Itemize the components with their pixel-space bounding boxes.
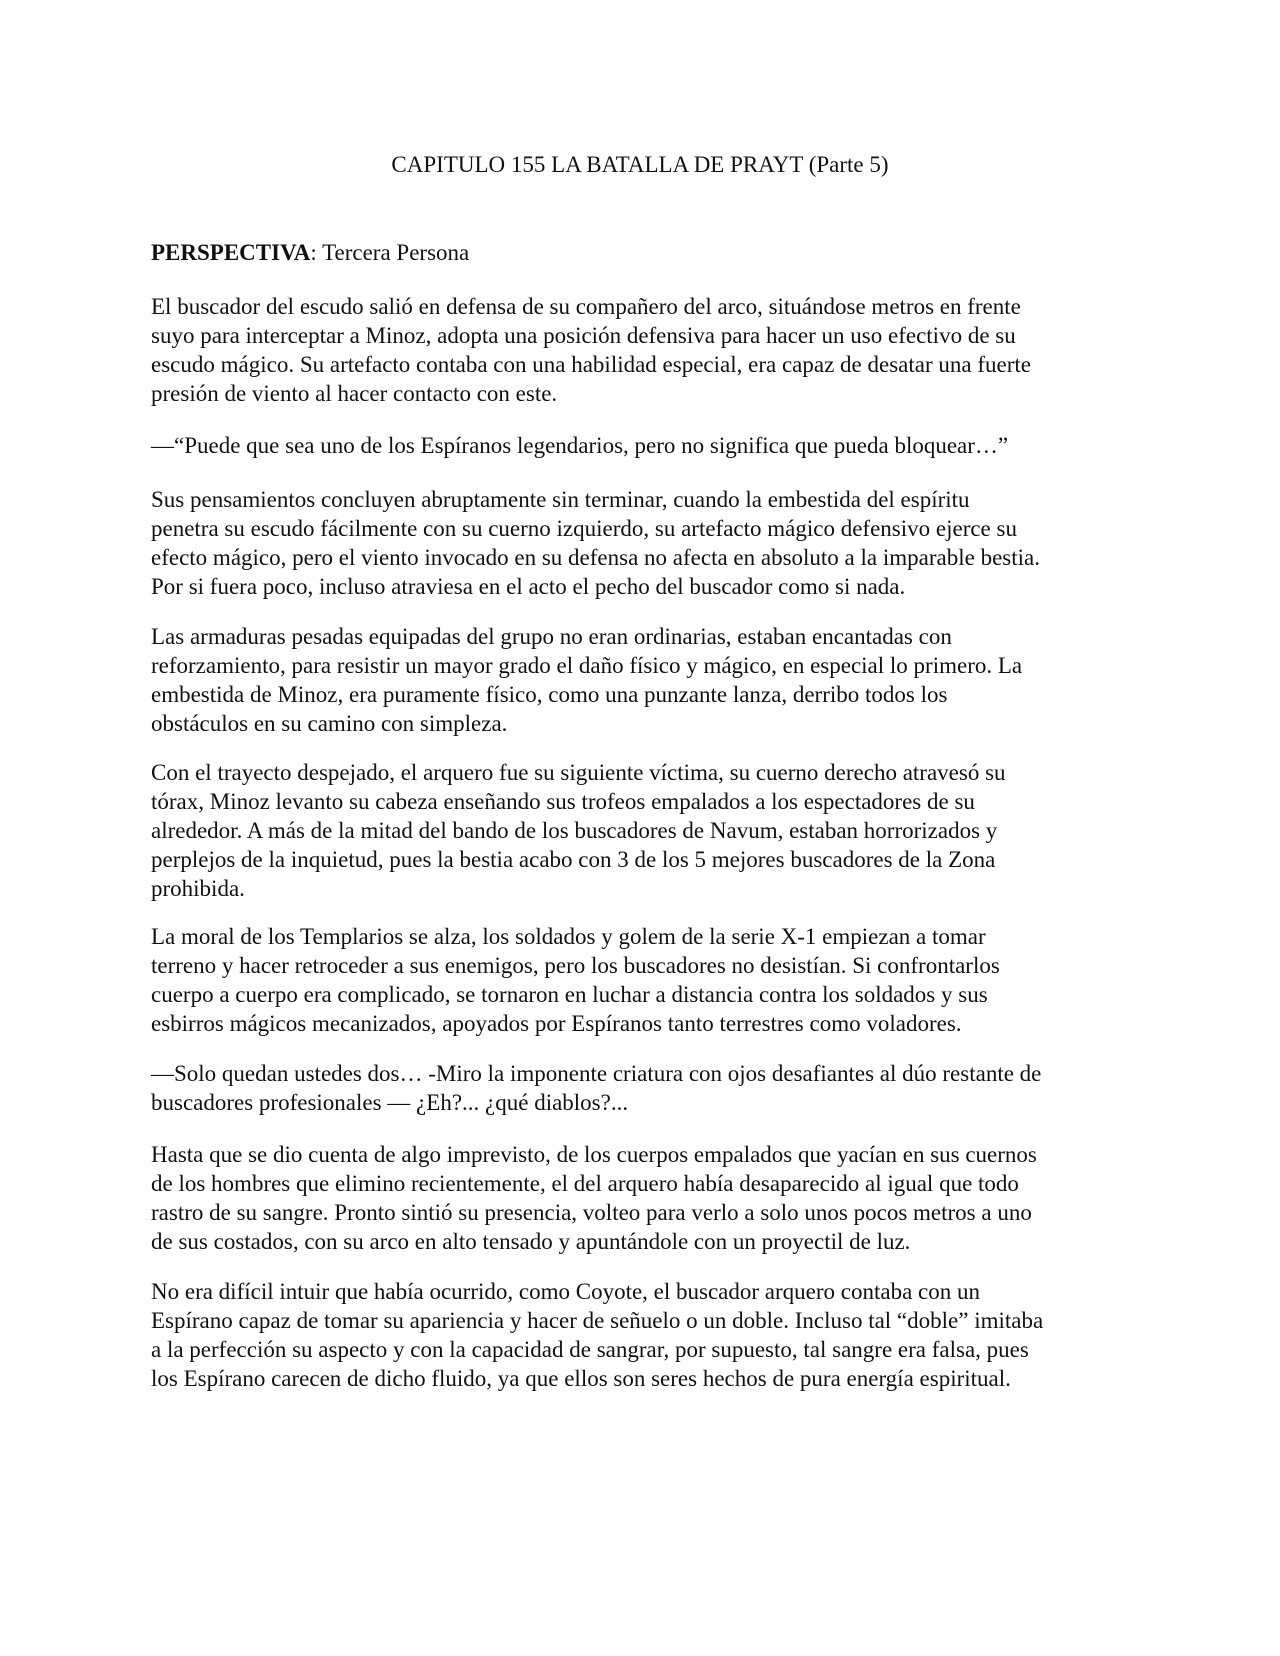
- paragraph-line: El buscador del escudo salió en defensa de su compañero del arco, situándose metros en frente: [151, 294, 1021, 319]
- paragraph: [151, 431, 1129, 460]
- paragraph: [151, 292, 1129, 408]
- paragraph-line: de sus costados, con su arco en alto tensado y apuntándole con un proyectil de luz.: [151, 1229, 911, 1254]
- paragraph: [151, 1059, 1129, 1117]
- paragraph-line: tórax, Minoz levanto su cabeza enseñando sus trofeos empalados a los espectadores de su: [151, 789, 975, 814]
- paragraph-line: —“Puede que sea uno de los Espíranos legendarios, pero no significa que pueda bloquear…”: [151, 433, 1009, 458]
- paragraph-line: a la perfección su aspecto y con la capacidad de sangrar, por supuesto, tal sangre era falsa, pues: [151, 1337, 1029, 1362]
- paragraph-line: reforzamiento, para resistir un mayor grado el daño físico y mágico, en especial lo primero. La: [151, 653, 1023, 678]
- paragraph: [151, 485, 1129, 601]
- paragraph-line: obstáculos en su camino con simpleza.: [151, 711, 508, 736]
- paragraph-line: terreno y hacer retroceder a sus enemigos, pero los buscadores no desistían. Si confrontarlos: [151, 953, 1000, 978]
- paragraph: [151, 758, 1129, 903]
- paragraph-line: los Espírano carecen de dicho fluido, ya que ellos son seres hechos de pura energía espiritual.: [151, 1366, 1011, 1391]
- paragraph-line: Hasta que se dio cuenta de algo imprevisto, de los cuerpos empalados que yacían en sus cuernos: [151, 1142, 1037, 1167]
- paragraph: [151, 1277, 1129, 1393]
- paragraph-line: presión de viento al hacer contacto con este.: [151, 381, 558, 406]
- paragraph-line: escudo mágico. Su artefacto contaba con una habilidad especial, era capaz de desatar una fuerte: [151, 352, 1031, 377]
- paragraph-line: esbirros mágicos mecanizados, apoyados por Espíranos tanto terrestres como voladores.: [151, 1011, 962, 1036]
- paragraph-line: Las armaduras pesadas equipadas del grupo no eran ordinarias, estaban encantadas con: [151, 624, 952, 649]
- chapter-title: CAPITULO 155 LA BATALLA DE PRAYT (Parte 5): [391, 152, 889, 177]
- paragraph-line: alrededor. A más de la mitad del bando de los buscadores de Navum, estaban horrorizados y: [151, 818, 998, 843]
- paragraph-line: Sus pensamientos concluyen abruptamente sin terminar, cuando la embestida del espíritu: [151, 487, 970, 512]
- paragraph-line: perplejos de la inquietud, pues la bestia acabo con 3 de los 5 mejores buscadores de la Zona: [151, 847, 996, 872]
- paragraph-line: suyo para interceptar a Minoz, adopta una posición defensiva para hacer un uso efectivo de su: [151, 323, 1016, 348]
- paragraph-line: cuerpo a cuerpo era complicado, se tornaron en luchar a distancia contra los soldados y sus: [151, 982, 988, 1007]
- paragraph-line: penetra su escudo fácilmente con su cuerno izquierdo, su artefacto mágico defensivo ejerce su: [151, 516, 1017, 541]
- paragraph-line: prohibida.: [151, 876, 245, 901]
- perspective-value: : Tercera Persona: [310, 240, 470, 265]
- paragraph-line: buscadores profesionales — ¿Eh?... ¿qué diablos?...: [151, 1090, 629, 1115]
- paragraph-line: Por si fuera poco, incluso atraviesa en el acto el pecho del buscador como si nada.: [151, 574, 906, 599]
- paragraph-line: Con el trayecto despejado, el arquero fue su siguiente víctima, su cuerno derecho atravesó su: [151, 760, 1006, 785]
- perspective-label: PERSPECTIVA: [151, 240, 311, 265]
- paragraph-line: rastro de su sangre. Pronto sintió su presencia, volteo para verlo a solo unos pocos metros a uno: [151, 1200, 1032, 1225]
- paragraph-line: embestida de Minoz, era puramente físico, como una punzante lanza, derribo todos los: [151, 682, 948, 707]
- paragraph-line: Espírano capaz de tomar su apariencia y hacer de señuelo o un doble. Incluso tal “doble” imitaba: [151, 1308, 1044, 1333]
- paragraph: [151, 622, 1129, 738]
- paragraph-line: —Solo quedan ustedes dos… -Miro la imponente criatura con ojos desafiantes al dúo restante de: [151, 1061, 1042, 1086]
- paragraph-line: de los hombres que elimino recientemente, el del arquero había desaparecido al igual que todo: [151, 1171, 1019, 1196]
- paragraph: [151, 1140, 1129, 1256]
- paragraph-line: No era difícil intuir que había ocurrido, como Coyote, el buscador arquero contaba con un: [151, 1279, 980, 1304]
- paragraph: [151, 922, 1129, 1038]
- paragraph-line: La moral de los Templarios se alza, los soldados y golem de la serie X-1 empiezan a tomar: [151, 924, 986, 949]
- perspective-line: [151, 238, 469, 268]
- paragraph-line: efecto mágico, pero el viento invocado en su defensa no afecta en absoluto a la imparable bestia.: [151, 545, 1040, 570]
